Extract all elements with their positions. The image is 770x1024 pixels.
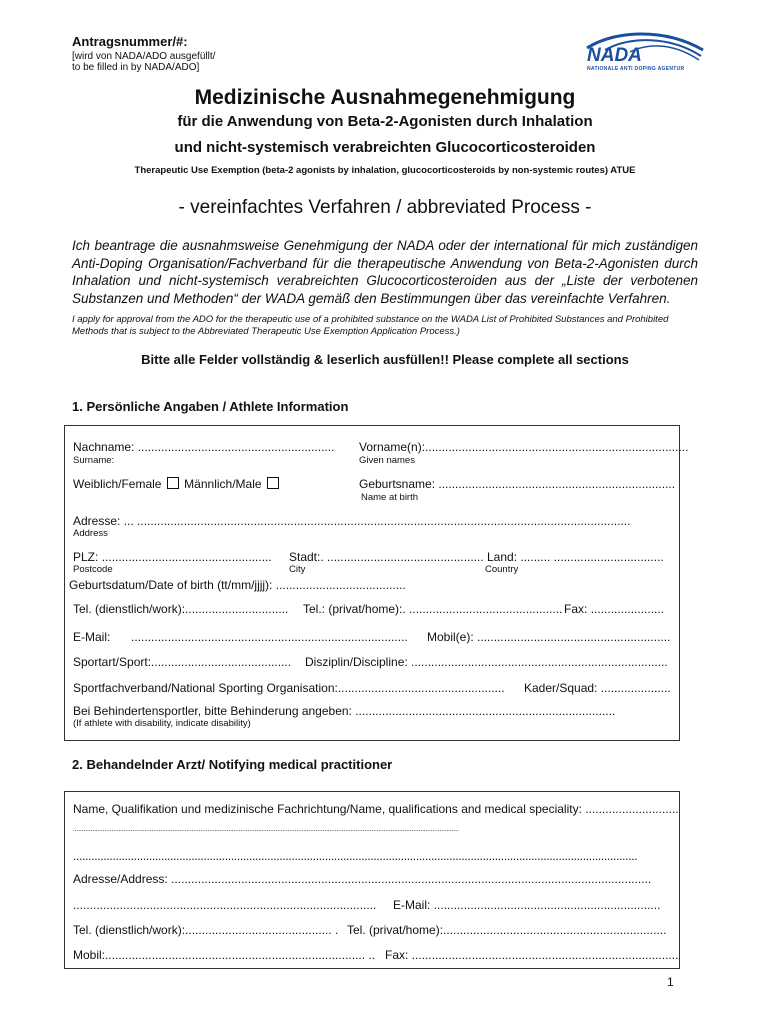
- given-names-label: Vorname(n):: [359, 440, 426, 454]
- postcode-field[interactable]: [73, 550, 272, 564]
- practitioner-email-field[interactable]: [393, 898, 660, 912]
- gender-field: [73, 477, 281, 491]
- sport-dots: ..........................................: [151, 655, 292, 669]
- tel-work-dots: ...............................: [185, 602, 289, 616]
- squad-field[interactable]: [524, 681, 671, 695]
- process-title: - vereinfachtes Verfahren / abbreviated Process -: [178, 197, 592, 218]
- given-names-field[interactable]: [359, 440, 688, 454]
- address-dots: ... ....................................................................................................................................................: [123, 514, 631, 528]
- tel-work-field[interactable]: [73, 602, 288, 616]
- practitioner-email-label: E-Mail:: [393, 898, 431, 912]
- nada-logo: [585, 28, 705, 78]
- tel-home-label: Tel.: (privat/home):.: [303, 602, 406, 616]
- practitioner-name-label: Name, Qualifikation und medizinische Fachrichtung/Name, qualifications and medical speciality:: [73, 802, 582, 816]
- postcode-sub: Postcode: [73, 564, 113, 575]
- page-number: 1: [667, 975, 674, 989]
- practitioner-fax-dots: ................................................................................: [411, 948, 679, 962]
- email-label: E-Mail:: [73, 630, 111, 644]
- nada-logo-subtext: NATIONALE ANTI DOPING AGENTUR: [587, 66, 685, 72]
- discipline-dots: .............................................................................: [411, 655, 668, 669]
- gender-male-label: Männlich/Male: [184, 477, 262, 491]
- fax-label: Fax:: [564, 602, 588, 616]
- squad-label: Kader/Squad:: [524, 681, 598, 695]
- country-field[interactable]: [487, 550, 664, 564]
- mobile-label: Mobil(e):: [427, 630, 474, 644]
- athlete-information-box: [64, 425, 689, 741]
- disability-sub: (If athlete with disability, indicate disability): [73, 718, 251, 729]
- disability-dots: ..............................................................................: [355, 704, 616, 718]
- date-of-birth-field[interactable]: [69, 578, 406, 592]
- practitioner-address-line-2[interactable]: ...........................................................................................: [73, 898, 377, 912]
- section1-heading: 1. Persönliche Angaben / Athlete Information: [72, 399, 349, 414]
- practitioner-tel-home-label: Tel. (privat/home):: [347, 923, 444, 937]
- disability-field[interactable]: [73, 704, 615, 718]
- birth-name-dots: .......................................................................: [438, 477, 676, 491]
- practitioner-extra-line-2[interactable]: ..........................................................................................................................................................................................: [73, 849, 638, 863]
- city-field[interactable]: [289, 550, 484, 564]
- email-dots: ...................................................................................: [131, 630, 408, 644]
- sporting-organisation-field[interactable]: [73, 681, 505, 695]
- practitioner-email-dots: ....................................................................: [433, 898, 661, 912]
- practitioner-mobile-label: Mobil:: [73, 948, 106, 962]
- intro-text-de: Ich beantrage die ausnahmsweise Genehmigung der NADA oder der international für mich zuständigen Anti-Doping Organisation/Fachverband für die therapeutische Anwendung von Beta-2-Agonisten durch Inhalation und nicht-systemisch verabreichten Glucocorticosteroiden aus der „Liste der verbotenen Substanzen und Methoden“ der WADA gemäß den Bestimmungen über das vereinfachte Verfahren.: [72, 238, 698, 306]
- surname-field[interactable]: [73, 440, 334, 454]
- practitioner-address-label: Adresse/Address:: [73, 872, 168, 886]
- gender-female-label: Weiblich/Female: [73, 477, 162, 491]
- squad-dots: .....................: [600, 681, 671, 695]
- intro-text-en: I apply for approval from the ADO for the therapeutic use of a prohibited substance on the WADA List of Prohibited Substances and Prohibited Methods that is subject to the Abbreviated Therapeutic Use Exemption Application Process.): [72, 314, 669, 337]
- surname-sub: Surname:: [73, 455, 115, 466]
- country-sub: Country: [485, 564, 519, 575]
- practitioner-mobile-field[interactable]: [73, 948, 375, 962]
- female-checkbox[interactable]: [167, 477, 179, 489]
- address-field[interactable]: [73, 514, 630, 528]
- practitioner-name-field[interactable]: [73, 802, 679, 816]
- address-sub: Address: [73, 528, 108, 539]
- medical-practitioner-box: [64, 791, 680, 969]
- practitioner-mobile-dots: .............................................................................. ..: [105, 948, 376, 962]
- email-field[interactable]: [73, 630, 408, 644]
- country-label: Land:: [487, 550, 518, 564]
- section2-heading: 2. Behandelnder Arzt/ Notifying medical practitioner: [72, 757, 393, 772]
- nada-logo-text: NADA: [587, 45, 642, 66]
- city-dots: . ...............................................: [320, 550, 484, 564]
- postcode-label: PLZ:: [73, 550, 99, 564]
- application-number-note-de: [wird von NADA/ADO ausgefüllt/: [72, 51, 216, 62]
- practitioner-tel-home-field[interactable]: [347, 923, 666, 937]
- document-title-english: Therapeutic Use Exemption (beta-2 agonists by inhalation, glucocorticosteroids by non-systemic routes) ATUE: [134, 165, 636, 176]
- address-label: Adresse:: [73, 514, 121, 528]
- fax-dots: ......................: [590, 602, 665, 616]
- instruction-text: Bitte alle Felder vollständig & leserlich ausfüllen!! Please complete all sections: [141, 352, 629, 367]
- application-number-note-en: to be filled in by NADA/ADO]: [72, 62, 200, 73]
- document-title: Medizinische Ausnahmegenehmigung: [194, 86, 576, 109]
- practitioner-name-dots: ............................: [585, 802, 679, 816]
- practitioner-address-dots: ................................................................................................................................................: [171, 872, 652, 886]
- given-names-sub: Given names: [359, 455, 415, 466]
- surname-dots: ...........................................................: [137, 440, 335, 454]
- city-sub: City: [289, 564, 306, 575]
- practitioner-extra-line-1[interactable]: .............................................................................................................................................................................................................................: [73, 826, 459, 833]
- sport-label: Sportart/Sport:: [73, 655, 152, 669]
- tel-home-field[interactable]: [303, 602, 562, 616]
- sport-field[interactable]: [73, 655, 291, 669]
- document-subtitle-line3: und nicht-systemisch verabreichten Glucocorticosteroiden: [174, 139, 596, 156]
- sporting-organisation-label: Sportfachverband/National Sporting Organisation:: [73, 681, 338, 695]
- practitioner-address-field[interactable]: [73, 872, 651, 886]
- date-of-birth-dots: .......................................: [275, 578, 406, 592]
- given-names-dots: ...............................................................................: [425, 440, 689, 454]
- practitioner-fax-field[interactable]: [385, 948, 678, 962]
- mobile-dots: ..........................................................: [477, 630, 671, 644]
- country-dots: ......... .................................: [520, 550, 664, 564]
- document-subtitle-line2: für die Anwendung von Beta-2-Agonisten durch Inhalation: [177, 113, 593, 130]
- practitioner-tel-work-label: Tel. (dienstlich/work):: [73, 923, 186, 937]
- surname-label: Nachname:: [73, 440, 135, 454]
- practitioner-tel-work-field[interactable]: [73, 923, 338, 937]
- postcode-dots: ...................................................: [101, 550, 272, 564]
- practitioner-tel-work-dots: ............................................ .: [185, 923, 339, 937]
- birth-name-sub: Name at birth: [361, 492, 419, 503]
- birth-name-field[interactable]: [359, 477, 675, 491]
- practitioner-fax-label: Fax:: [385, 948, 409, 962]
- application-number-label: Antragsnummer/#:: [72, 34, 188, 49]
- mobile-field[interactable]: [427, 630, 670, 644]
- tel-home-dots: ..............................................: [409, 602, 563, 616]
- practitioner-tel-home-dots: ...................................................................: [443, 923, 667, 937]
- fax-field[interactable]: [564, 602, 664, 616]
- discipline-label: Disziplin/Discipline:: [305, 655, 408, 669]
- birth-name-label: Geburtsname:: [359, 477, 436, 491]
- discipline-field[interactable]: [305, 655, 668, 669]
- male-checkbox[interactable]: [267, 477, 279, 489]
- city-label: Stadt:: [289, 550, 321, 564]
- sporting-organisation-dots: ..................................................: [337, 681, 505, 695]
- date-of-birth-label: Geburtsdatum/Date of birth (tt/mm/jjjj):: [69, 578, 273, 592]
- disability-label: Bei Behindertensportler, bitte Behinderung angeben:: [73, 704, 352, 718]
- tel-work-label: Tel. (dienstlich/work):: [73, 602, 186, 616]
